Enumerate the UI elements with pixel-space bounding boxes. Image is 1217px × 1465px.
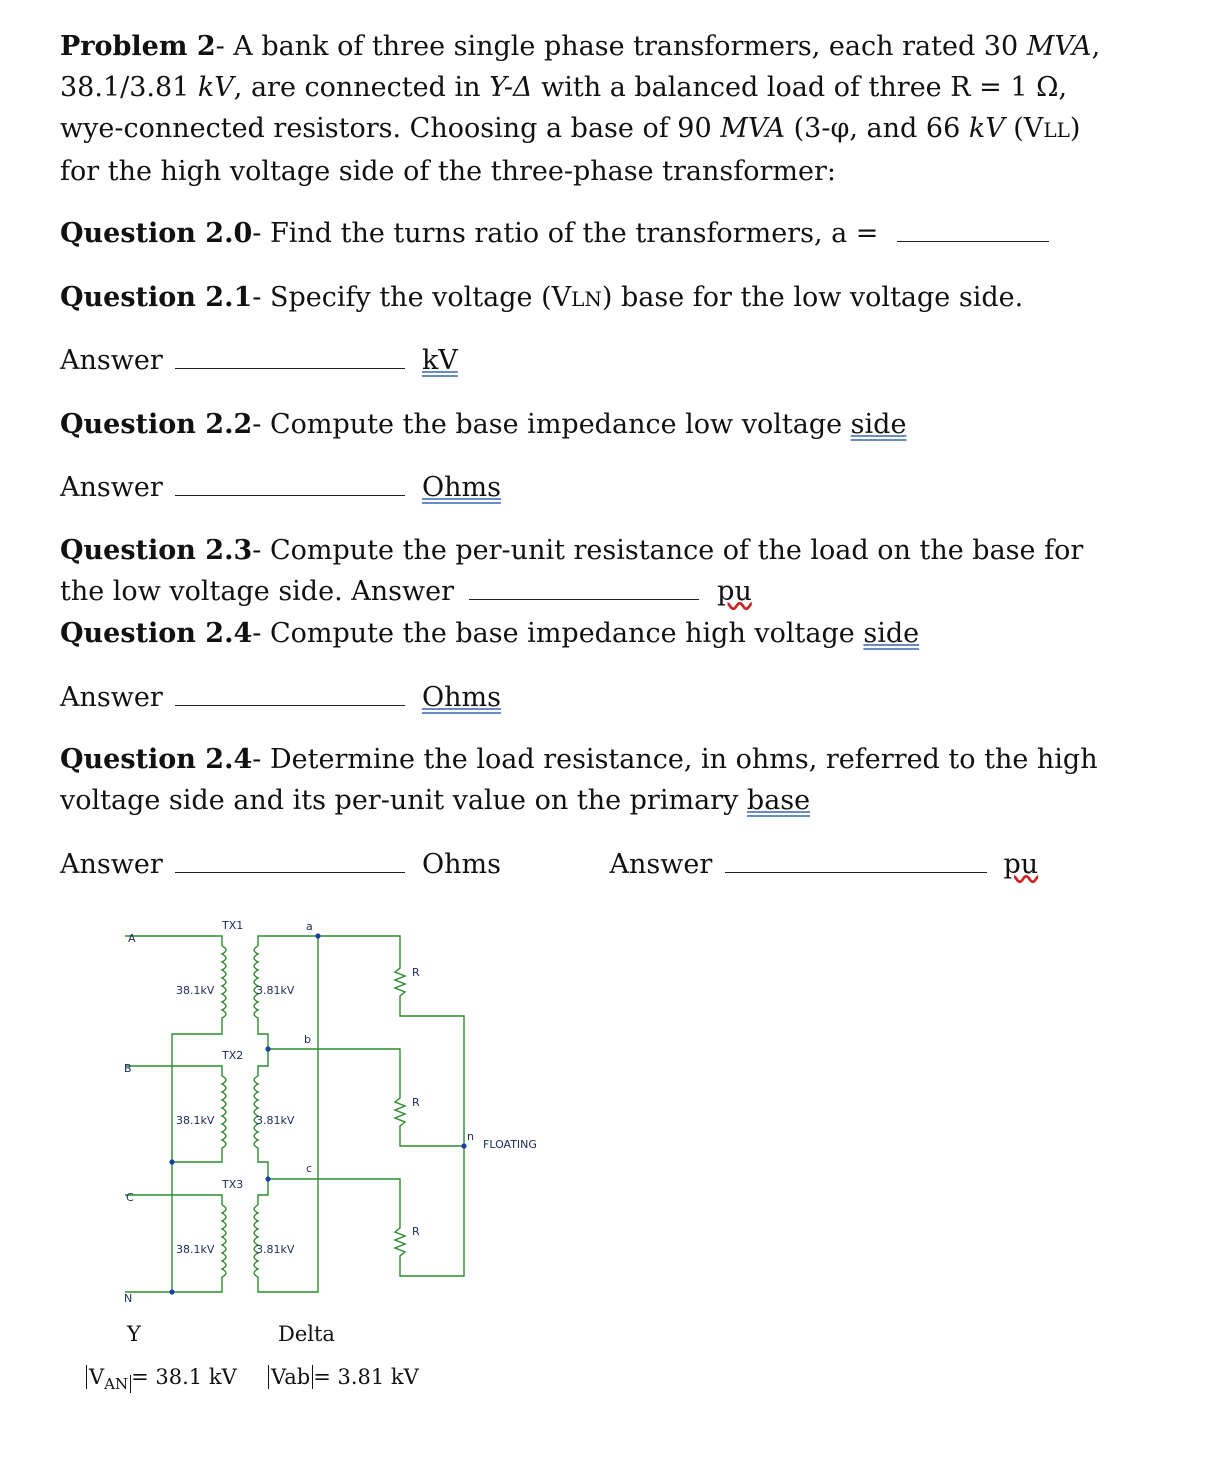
question-text: - Compute the base impedance low voltage: [252, 409, 851, 440]
van-subscript: AN: [104, 1375, 131, 1393]
problem-heading: Problem 2: [60, 31, 216, 62]
node-neutral: [169, 1289, 174, 1294]
label-tx2: TX2: [222, 1049, 244, 1062]
side-word: side: [850, 409, 907, 440]
node-a: [315, 933, 320, 938]
question-label: Question 2.4: [60, 618, 253, 649]
question-label: Question 2.1: [60, 282, 253, 313]
label-r-3: R: [412, 1225, 420, 1238]
vab-magnitude: = 3.81 kV: [313, 1365, 419, 1389]
label-floating: FLOATING: [483, 1138, 537, 1151]
problem-text-2a: 38.1/3.81: [60, 72, 198, 103]
connection-type: Y-Δ: [489, 72, 533, 103]
question-label: Question 2.2: [60, 409, 253, 440]
problem-text-3a: wye-connected resistors. Choosing a base of 90: [60, 113, 721, 144]
answer-row-2-1: [60, 340, 458, 381]
label-phase-a: A: [128, 932, 136, 945]
van-value: [86, 1365, 237, 1393]
label-phase-b: B: [124, 1062, 132, 1075]
question-text: - Find the turns ratio of the transformers, a =: [252, 218, 879, 249]
problem-text-3c: (V: [1004, 113, 1044, 144]
van-v: V: [86, 1365, 104, 1389]
unit-label-ohms: Ohms: [421, 849, 501, 880]
question-2-4-b: [60, 739, 1098, 821]
unit-label: pu: [717, 576, 752, 607]
question-label: Question 2.3: [60, 535, 253, 566]
label-node-n: n: [467, 1130, 474, 1143]
answer-blank[interactable]: [469, 579, 699, 600]
question-label: Question 2.4: [60, 744, 253, 775]
node-y-b: [169, 1159, 174, 1164]
question-text: - Compute the per-unit resistance of the load on the base for: [252, 535, 1084, 566]
label-tx3: TX3: [222, 1178, 244, 1191]
question-label: Question 2.0: [60, 218, 253, 249]
van-magnitude: = 38.1 kV: [131, 1365, 237, 1389]
answer-blank[interactable]: [175, 475, 405, 496]
kv-unit-2: kV: [968, 113, 1005, 144]
question-2-1: [60, 277, 1023, 320]
question-text: - Compute the base impedance high voltage: [252, 618, 864, 649]
problem-statement: Problem 2- A bank of three single phase transformers, each rated 30 MVA, 38.1/3.81 kV, are connected in Y-Δ with a balanced load of three R = 1 Ω, wye-connected resistors. Choosing a base of 90 MVA (3-φ, and 66 kV (VLL) for the high voltage side of the three-phase transformer:: [60, 26, 1100, 192]
node-n: [461, 1143, 466, 1148]
label-lv-2: 3.81kV: [256, 1114, 295, 1127]
problem-text-3d: ): [1069, 113, 1081, 144]
unit-label: Ohms: [421, 682, 501, 713]
label-node-a: a: [306, 920, 313, 933]
label-hv-2: 38.1kV: [176, 1114, 215, 1127]
problem-text-2c: with a balanced load of three R = 1 Ω,: [532, 72, 1068, 103]
label-node-c: c: [306, 1162, 313, 1175]
question-text-a: - Specify the voltage (V: [252, 282, 572, 313]
label-hv-1: 38.1kV: [176, 984, 215, 997]
answer-blank-ohms[interactable]: [175, 852, 405, 873]
mva-unit: MVA: [1026, 31, 1092, 62]
question-2-2: [60, 404, 906, 445]
label-phase-c: C: [126, 1191, 134, 1204]
answer-row-2-2: [60, 467, 501, 508]
base-word: base: [746, 785, 811, 816]
problem-text-2b: , are connected in: [233, 72, 490, 103]
answer-label-2: Answer: [609, 849, 713, 880]
label-hv-3: 38.1kV: [176, 1243, 215, 1256]
question-text-b: ) base for the low voltage side.: [601, 282, 1024, 313]
node-b: [265, 1046, 270, 1051]
vab-value: [268, 1365, 419, 1389]
label-y: Y: [127, 1322, 141, 1346]
unit-label: Ohms: [421, 472, 501, 503]
question-2-0: [60, 213, 1049, 254]
node-c: [265, 1176, 270, 1181]
problem-text-1: - A bank of three single phase transformers, each rated 30: [215, 31, 1027, 62]
label-r-1: R: [412, 966, 420, 979]
question-2-3: [60, 530, 1083, 612]
label-lv-1: 3.81kV: [256, 984, 295, 997]
label-neutral-n: N: [124, 1292, 133, 1305]
answer-row-2-4-b: [60, 844, 1160, 885]
mva-unit-2: MVA: [720, 113, 786, 144]
kv-unit: kV: [197, 72, 234, 103]
answer-label: Answer: [60, 682, 163, 713]
transformer-circuit-diagram: [110, 910, 570, 1310]
problem-text-3b: (3-φ, and 66: [785, 113, 969, 144]
vab-label: Vab: [268, 1365, 313, 1389]
question-text: - Determine the load resistance, in ohms, referred to the high: [252, 744, 1098, 775]
answer-row-2-4-a: [60, 677, 501, 718]
label-r-2: R: [412, 1096, 420, 1109]
label-tx1: TX1: [222, 919, 244, 932]
problem-text-4: for the high voltage side of the three-phase transformer:: [60, 156, 836, 187]
vln-subscript: LN: [571, 287, 602, 311]
label-lv-3: 3.81kV: [256, 1243, 295, 1256]
answer-blank[interactable]: [897, 221, 1049, 242]
unit-label-pu: pu: [1003, 849, 1039, 880]
answer-blank-pu[interactable]: [725, 852, 987, 873]
question-text-2: voltage side and its per-unit value on the primary: [60, 785, 747, 816]
question-2-4-a: [60, 613, 919, 654]
answer-label: Answer: [60, 472, 163, 503]
answer-blank[interactable]: [175, 348, 405, 369]
side-word: side: [863, 618, 920, 649]
unit-label: kV: [421, 345, 458, 376]
answer-label: Answer: [60, 345, 163, 376]
vll-subscript: LL: [1043, 118, 1070, 142]
label-node-b: b: [304, 1033, 311, 1046]
answer-label-1: Answer: [60, 849, 163, 880]
label-delta: Delta: [278, 1322, 335, 1346]
answer-blank[interactable]: [175, 685, 405, 706]
question-text-2: the low voltage side. Answer: [60, 576, 454, 607]
